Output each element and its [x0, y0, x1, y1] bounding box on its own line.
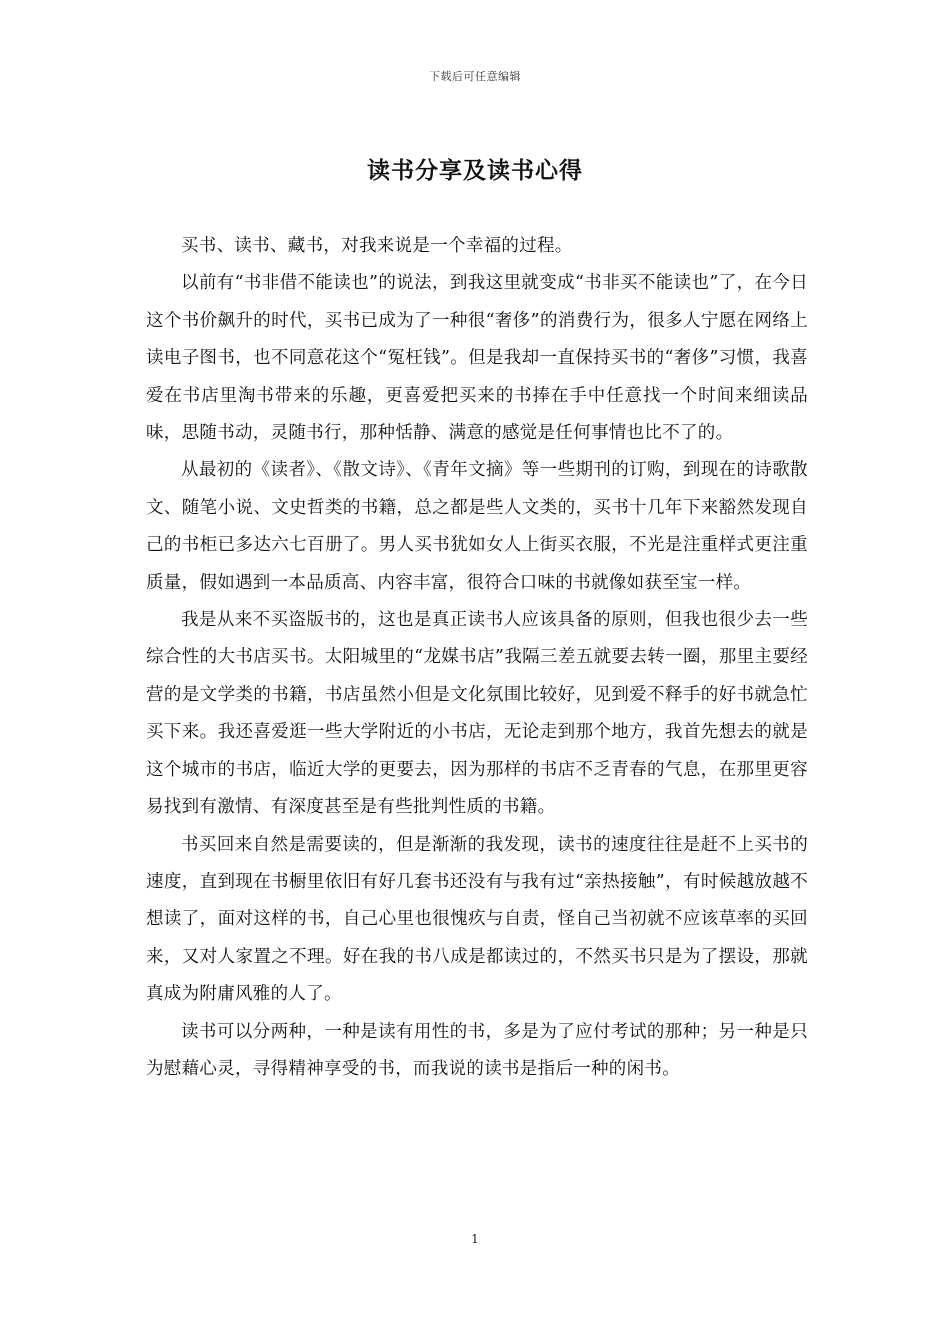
paragraph-2: 以前有“书非借不能读也”的说法，到我这里就变成“书非买不能读也”了，在今日这个书价飙升的时代，买书已成为了一种很“奢侈”的消费行为，很多人宁愿在网络上读电子图书，也不同意花这个“冤枉钱”。但是我却一直保持买书的“奢侈”习惯，我喜爱在书店里淘书带来的乐趣，更喜爱把买来的书捧在手中任意找一个时间来细读品味，思随书动，灵随书行，那种恬静、满意的感觉是任何事情也比不了的。 [146, 273, 808, 444]
paragraph-3: 从最初的《读者》、《散文诗》、《青年文摘》等一些期刊的订购，到现在的诗歌散文、随笔小说、文史哲类的书籍，总之都是些人文类的，买书十几年下来豁然发现自己的书柜已多达六七百册了。男人买书犹如女人上街买衣服，不光是注重样式更注重质量，假如遇到一本品质高、内容丰富，很符合口味的书就像如获至宝一样。 [146, 460, 808, 593]
document-body [146, 228, 808, 1088]
paragraph-5: 书买回来自然是需要读的，但是渐渐的我发现，读书的速度往往是赶不上买书的速度，直到现在书橱里依旧有好几套书还没有与我有过“亲热接触”，有时候越放越不想读了，面对这样的书，自己心里也很愧疚与自责，怪自己当初就不应该草率的买回来，又对人家置之不理。好在我的书八成是都读过的，不然买书只是为了摆设，那就真成为附庸风雅的人了。 [146, 834, 808, 1005]
paragraph-4: 我是从来不买盗版书的，这也是真正读书人应该具备的原则，但我也很少去一些综合性的大书店买书。太阳城里的“龙媒书店”我隔三差五就要去转一圈，那里主要经营的是文学类的书籍，书店虽然小但是文化氛围比较好，见到爱不释手的好书就急忙买下来。我还喜爱逛一些大学附近的小书店，无论走到那个地方，我首先想去的就是这个城市的书店，临近大学的更要去，因为那样的书店不乏青春的气息，在那里更容易找到有激情、有深度甚至是有些批判性质的书籍。 [146, 610, 808, 818]
document-title: 读书分享及读书心得 [367, 157, 583, 184]
page-header-note: 下载后可任意编辑 [429, 70, 521, 83]
paragraph-1: 买书、读书、藏书，对我来说是一个幸福的过程。 [181, 236, 573, 256]
paragraph-6: 读书可以分两种，一种是读有用性的书，多是为了应付考试的那种；另一种是只为慰藉心灵，寻得精神享受的书，而我说的读书是指后一种的闲书。 [146, 1021, 808, 1079]
page-number: 1 [471, 1232, 479, 1246]
